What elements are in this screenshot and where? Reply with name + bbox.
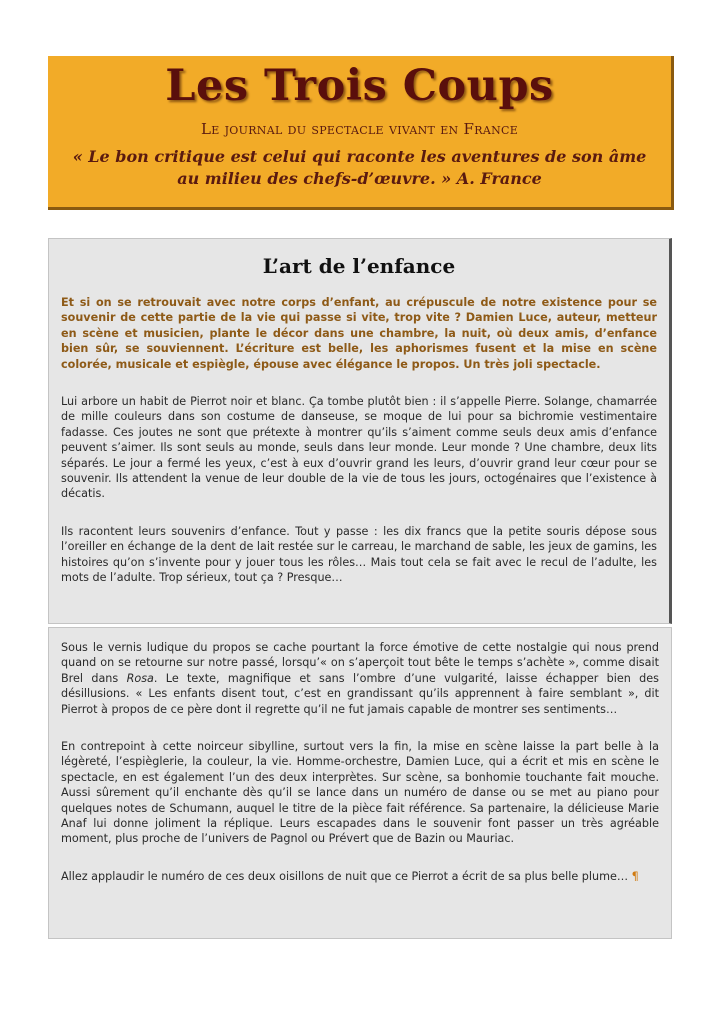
article-title: L’art de l’enfance [262, 254, 456, 278]
masthead-subtitle: Le journal du spectacle vivant en France [200, 120, 519, 138]
journal-header [48, 56, 674, 210]
paragraph-3-text-b: . Le texte, magnifique et sans l’ombre d’une vulgarité, laisse échapper bien des désillusions. « Les enfants disent tout, c’est en grandissant qu’ils apprennent à faire semblant », dit Pierrot à propos de ce père dont il regrette qu’il ne fut jamais capable de montrer ses sentiments… [61, 671, 659, 716]
article-paragraph-1: Lui arbore un habit de Pierrot noir et blanc. Ça tombe plutôt bien : il s’appelle Pierre. Solange, chamarrée de mille couleurs dans son costume de danseuse, se moque de lui pour sa bichromie vestimentaire fadasse. Ces joutes ne sont que prétexte à montrer qu’ils s’aiment comme seuls deux amis d’enfance peuvent s’aimer. Ils sont seuls au monde, seuls dans leur monde. Leur monde ? Une chambre, deux lits séparés. Le jour a fermé les yeux, c’est à eux d’ouvrir grand les leurs, d’ouvrir grand leur cœur pour se souvenir. Ils attendent la venue de leur double de la vie de tous les jours, octogénaires que l’existence à décatis. [61, 395, 657, 501]
pilcrow-icon: ¶ [631, 869, 639, 883]
quote-line-2: au milieu des chefs-d’œuvre. » A. France [177, 169, 542, 188]
article-paragraph-5 [61, 869, 659, 884]
paragraph-3-text-a: Sous le vernis ludique du propos se cache pourtant la force émotive de cette nostalgie qui nous prend quand on se retourne sur notre passé, lorsqu’« on s’aperçoit tout bête le temps s’achète », comme disait Brel dans [61, 641, 659, 685]
paragraph-5-text: Allez applaudir le numéro de ces deux oisillons de nuit que ce Pierrot a écrit de sa plus belle plume… [61, 869, 629, 883]
article-lead: Et si on se retrouvait avec notre corps d’enfant, au crépuscule de notre existence pour se souvenir de cette partie de la vie qui passe si vite, trop vite ? Damien Luce, auteur, metteur en scène et musicien, plante le décor dans une chambre, la nuit, où deux amis, d’enfance bien sûr, se souviennent. L’écriture est belle, les aphorismes fusent et la mise en scène colorée, musicale et espiègle, épouse avec élégance le propos. Un très joli spectacle. [61, 296, 657, 371]
masthead-title: Les Trois Coups [165, 61, 554, 111]
article-box-bottom [48, 627, 672, 939]
brel-song-title: Rosa [126, 671, 154, 685]
article-paragraph-2: Ils racontent leurs souvenirs d’enfance. Tout y passe : les dix francs que la petite souris dépose sous l’oreiller en échange de la dent de lait restée sur le carreau, le marchand de sable, les jeux de gamins, les histoires qu’on s’invente pour y jouer tous les rôles… Mais tout cela se fait avec le recul de l’adulte, les mots de l’adulte. Trop sérieux, tout ça ? Presque… [61, 524, 657, 585]
article-box-top [48, 238, 672, 624]
article-paragraph-3 [61, 640, 659, 717]
quote-line-1: « Le bon critique est celui qui raconte les aventures de son âme [72, 147, 647, 166]
masthead-quote [48, 146, 671, 190]
article-paragraph-4: En contrepoint à cette noirceur sibylline, surtout vers la fin, la mise en scène laisse la part belle à la légèreté, l’espièglerie, la couleur, la vie. Homme-orchestre, Damien Luce, qui a écrit et mis en scène le spectacle, en est également l’un des deux interprètes. Sur scène, sa bonhomie touchante fait mouche. Aussi sûrement qu’il enchante dès qu’il se lance dans un numéro de danse ou se met au piano pour quelques notes de Schumann, auquel le titre de la pièce fait référence. Sa partenaire, la délicieuse Marie Anaf lui donne joliment la réplique. Leurs escapades dans le souvenir font passer un très agréable moment, plus proche de l’univers de Pagnol ou Prévert que de Bazin ou Mauriac. [61, 740, 659, 846]
